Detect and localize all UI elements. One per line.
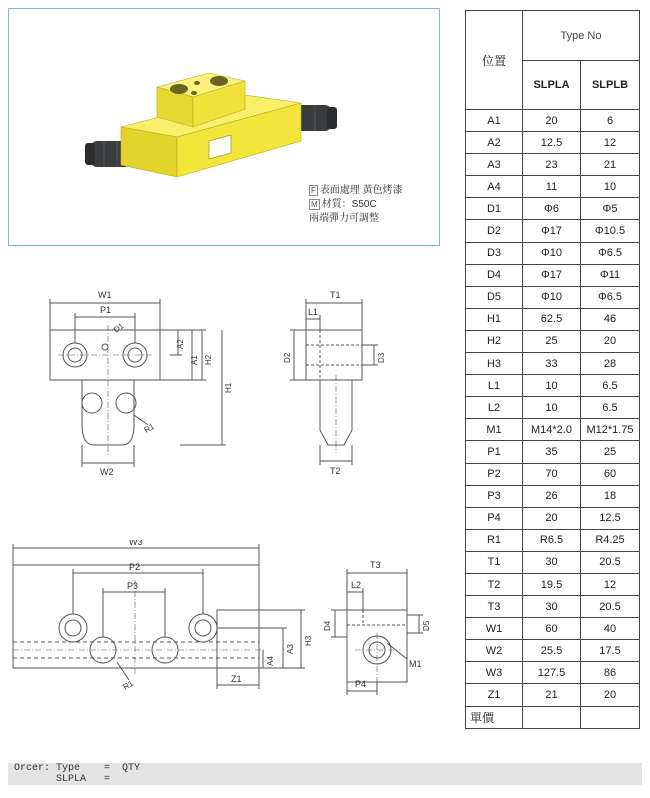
table-row [466, 353, 640, 375]
row-label: D3 [466, 242, 523, 264]
table-row [466, 375, 640, 397]
spec-table [465, 10, 640, 729]
label-r1-front: R1 [121, 678, 135, 692]
label-l2: L2 [351, 580, 362, 590]
value-slpla: 20 [523, 507, 581, 529]
value-slplb: 12.5 [581, 507, 640, 529]
table-row [466, 132, 640, 154]
table-row [466, 485, 640, 507]
value-slplb: Φ6.5 [581, 242, 640, 264]
value-slplb: R4.25 [581, 529, 640, 551]
side-view-drawing [278, 285, 388, 480]
value-slpla: 25 [523, 330, 581, 352]
row-label: P2 [466, 463, 523, 485]
label-m1: M1 [409, 659, 422, 669]
row-label: D1 [466, 198, 523, 220]
row-label: L2 [466, 397, 523, 419]
value-slpla: 127.5 [523, 662, 581, 684]
value-slpla: 12.5 [523, 132, 581, 154]
value-slpla: 30 [523, 551, 581, 573]
position-header: 位置 [466, 11, 523, 110]
row-label: H1 [466, 308, 523, 330]
row-label: P1 [466, 441, 523, 463]
row-label: T2 [466, 573, 523, 595]
value-slpla: 19.5 [523, 573, 581, 595]
table-row [466, 198, 640, 220]
table-row [466, 308, 640, 330]
model-header-b: SLPLB [581, 61, 640, 110]
order-line-2: SLPLA = [14, 774, 111, 785]
value-slplb: 12 [581, 132, 640, 154]
table-row [466, 507, 640, 529]
table-row [466, 154, 640, 176]
label-a3: A3 [286, 644, 295, 654]
value-slpla: Φ10 [523, 286, 581, 308]
value-slpla: 33 [523, 353, 581, 375]
label-d3: D3 [377, 352, 386, 363]
note-spring: 兩端彈力可調整 [309, 213, 379, 224]
label-t3: T3 [370, 560, 381, 570]
value-slpla: Φ6 [523, 198, 581, 220]
row-label: D4 [466, 264, 523, 286]
label-w3: W3 [129, 540, 143, 547]
value-slplb: M12*1.75 [581, 419, 640, 441]
product-photo-frame [8, 8, 440, 246]
type-no-header: Type No [523, 11, 640, 61]
row-label: A2 [466, 132, 523, 154]
value-slplb: 20.5 [581, 551, 640, 573]
label-t2: T2 [330, 466, 341, 476]
value-slpla: 62.5 [523, 308, 581, 330]
row-label: Z1 [466, 684, 523, 706]
row-label: 單價 [466, 706, 523, 728]
label-h3: H3 [304, 635, 313, 646]
label-d1: D1 [111, 321, 126, 335]
label-t1: T1 [330, 290, 341, 300]
value-slpla: 60 [523, 618, 581, 640]
row-label: W3 [466, 662, 523, 684]
label-a2: A2 [176, 339, 185, 349]
value-slpla: 35 [523, 441, 581, 463]
table-row [466, 419, 640, 441]
label-w1: W1 [98, 290, 112, 300]
row-label: W2 [466, 640, 523, 662]
label-d5: D5 [422, 620, 431, 631]
value-slplb: 86 [581, 662, 640, 684]
value-slpla: 10 [523, 397, 581, 419]
label-d4: D4 [323, 620, 332, 631]
note-material: M 材質：S50C [311, 199, 377, 210]
row-label: A4 [466, 176, 523, 198]
value-slpla: Φ17 [523, 264, 581, 286]
value-slplb: Φ6.5 [581, 286, 640, 308]
value-slplb: 20 [581, 330, 640, 352]
table-row [466, 684, 640, 706]
value-slplb: 17.5 [581, 640, 640, 662]
order-bar [8, 763, 642, 785]
label-d2: D2 [283, 352, 292, 363]
row-label: P3 [466, 485, 523, 507]
table-row [466, 441, 640, 463]
table-row [466, 662, 640, 684]
value-slpla: 20 [523, 110, 581, 132]
order-line-1: Orcer: Type = QTY [14, 763, 141, 774]
table-row [466, 463, 640, 485]
table-row [466, 176, 640, 198]
value-slpla: R6.5 [523, 529, 581, 551]
value-slplb: 10 [581, 176, 640, 198]
table-row [466, 330, 640, 352]
model-header-a: SLPLA [523, 61, 581, 110]
table-row [466, 573, 640, 595]
value-slplb [581, 706, 640, 728]
value-slpla: 26 [523, 485, 581, 507]
value-slplb: 25 [581, 441, 640, 463]
value-slplb: 21 [581, 154, 640, 176]
value-slplb: 40 [581, 618, 640, 640]
table-row [466, 110, 640, 132]
row-label: D2 [466, 220, 523, 242]
label-h1: H1 [224, 382, 233, 393]
row-label: T1 [466, 551, 523, 573]
value-slplb: 6.5 [581, 375, 640, 397]
row-label: M1 [466, 419, 523, 441]
end-view-drawing [315, 555, 450, 700]
row-label: R1 [466, 529, 523, 551]
value-slplb: 46 [581, 308, 640, 330]
label-l1: L1 [308, 307, 319, 317]
row-label: A1 [466, 110, 523, 132]
value-slplb: 20.5 [581, 596, 640, 618]
value-slplb: 28 [581, 353, 640, 375]
value-slplb: 60 [581, 463, 640, 485]
value-slplb: 18 [581, 485, 640, 507]
label-h2: H2 [204, 354, 213, 365]
table-row [466, 286, 640, 308]
value-slplb: 6.5 [581, 397, 640, 419]
row-label: L1 [466, 375, 523, 397]
table-row [466, 640, 640, 662]
label-z1: Z1 [231, 674, 242, 684]
value-slplb: Φ5 [581, 198, 640, 220]
table-row [466, 618, 640, 640]
spec-table-body [466, 110, 640, 729]
label-a1: A1 [190, 355, 199, 365]
row-label: H3 [466, 353, 523, 375]
top-view-drawing [30, 285, 250, 480]
value-slplb: 20 [581, 684, 640, 706]
note-surface: F 表面處理 黃色烤漆 [311, 185, 403, 196]
value-slplb: Φ11 [581, 264, 640, 286]
value-slpla: 11 [523, 176, 581, 198]
value-slplb: 12 [581, 573, 640, 595]
label-p1: P1 [100, 305, 112, 315]
table-row [466, 264, 640, 286]
table-row [466, 529, 640, 551]
label-w2: W2 [100, 467, 114, 477]
row-label: D5 [466, 286, 523, 308]
value-slpla: 21 [523, 684, 581, 706]
table-row [466, 242, 640, 264]
value-slpla: Φ10 [523, 242, 581, 264]
row-label: A3 [466, 154, 523, 176]
yellow-block-icon [121, 73, 301, 177]
row-label: W1 [466, 618, 523, 640]
value-slpla: 70 [523, 463, 581, 485]
value-slpla [523, 706, 581, 728]
value-slpla: 30 [523, 596, 581, 618]
value-slplb: 6 [581, 110, 640, 132]
row-label: P4 [466, 507, 523, 529]
table-row [466, 220, 640, 242]
table-row [466, 551, 640, 573]
photo-notes [309, 184, 403, 226]
label-p4: P4 [355, 679, 367, 689]
label-r1: R1 [142, 421, 156, 435]
table-row [466, 397, 640, 419]
value-slpla: Φ17 [523, 220, 581, 242]
value-slpla: 25.5 [523, 640, 581, 662]
front-view-drawing [5, 540, 325, 700]
value-slplb: Φ10.5 [581, 220, 640, 242]
row-label: T3 [466, 596, 523, 618]
value-slpla: 23 [523, 154, 581, 176]
table-row [466, 596, 640, 618]
label-p2: P2 [129, 562, 141, 572]
table-row [466, 706, 640, 728]
row-label: H2 [466, 330, 523, 352]
value-slpla: 10 [523, 375, 581, 397]
label-p3: P3 [127, 581, 139, 591]
label-a4: A4 [266, 656, 275, 666]
value-slpla: M14*2.0 [523, 419, 581, 441]
